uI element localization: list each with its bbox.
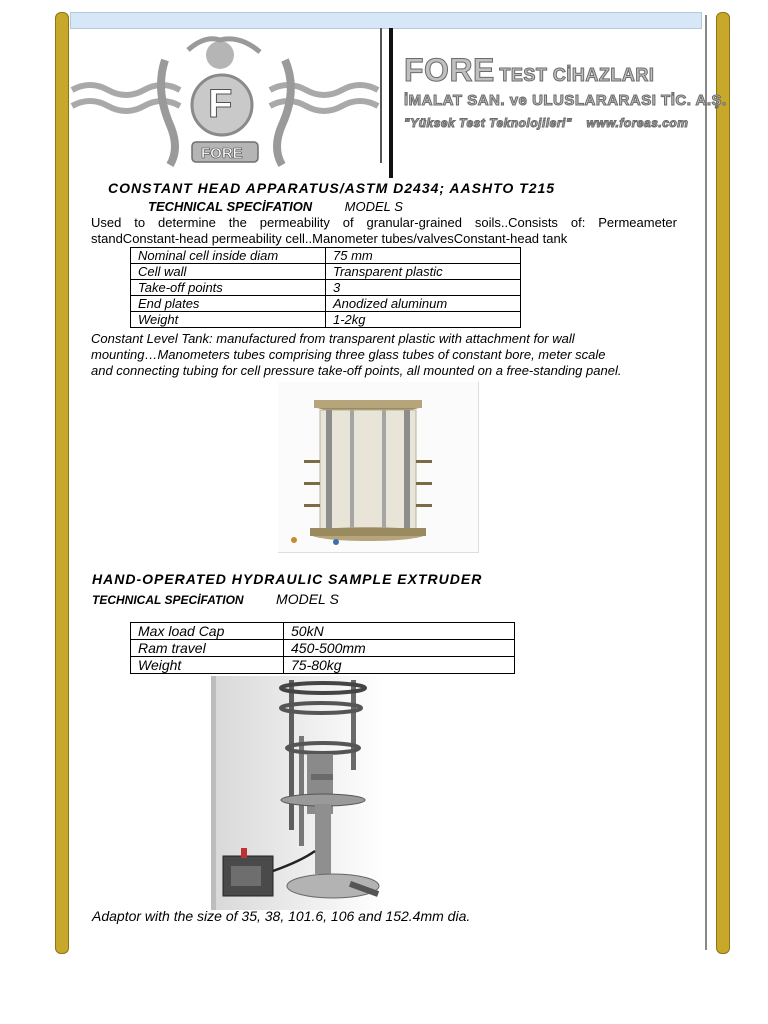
- section1-description-line1: Used to determine the permeability of granular-grained soils..Consists of: Permeameter: [91, 215, 677, 230]
- spec-value: 450-500mm: [284, 640, 515, 657]
- table-row: [131, 248, 521, 264]
- section2-model: MODEL S: [276, 591, 339, 607]
- table-row: [131, 640, 515, 657]
- header-divider-thin: [380, 28, 382, 163]
- extruder-photo: [211, 676, 384, 910]
- spec-name: End plates: [131, 296, 326, 312]
- section1-spec-label: TECHNICAL SPECİFATION: [148, 199, 313, 214]
- top-band: [70, 12, 702, 29]
- spec-value: 1-2kg: [326, 312, 521, 328]
- header-divider: [389, 28, 393, 178]
- spec-value: Transparent plastic: [326, 264, 521, 280]
- adaptor-note: Adaptor with the size of 35, 38, 101.6, 106 and 152.4mm dia.: [92, 908, 471, 924]
- section1-note: [91, 331, 691, 379]
- spec-value: 50kN: [284, 623, 515, 640]
- website-link[interactable]: www.foreas.com: [586, 116, 689, 130]
- table-row: [131, 657, 515, 674]
- spec-value: 75-80kg: [284, 657, 515, 674]
- spec-value: Anodized aluminum: [326, 296, 521, 312]
- section1-note-line2: mounting…Manometers tubes comprising three glass tubes of constant bore, meter scale: [91, 347, 606, 362]
- section1-spec-table: [130, 247, 521, 328]
- table-row: [131, 623, 515, 640]
- section2-spec-table: [130, 622, 515, 674]
- spec-name: Take-off points: [131, 280, 326, 296]
- slogan-line: [404, 114, 688, 132]
- table-row: [131, 280, 521, 296]
- section1-note-line1: Constant Level Tank: manufactured from transparent plastic with attachment for wall: [91, 331, 575, 346]
- brand-name: FORE: [404, 52, 495, 88]
- table-row: [131, 296, 521, 312]
- section1-title: CONSTANT HEAD APPARATUS/ASTM D2434; AASHTO T215: [108, 180, 556, 196]
- table-row: [131, 312, 521, 328]
- spec-name: Weight: [131, 657, 284, 674]
- section2-title: HAND-OPERATED HYDRAULIC SAMPLE EXTRUDER: [92, 571, 483, 587]
- spec-name: Max load Cap: [131, 623, 284, 640]
- company-line: İMALAT SAN. ve ULUSLARARASI TİC. A.Ş.: [404, 92, 727, 109]
- company-logo: [70, 30, 380, 170]
- section2-spec-label: TECHNICAL SPECİFATION: [92, 593, 244, 607]
- left-frame-bar: [55, 12, 69, 954]
- spec-name: Nominal cell inside diam: [131, 248, 326, 264]
- logo-letter: F: [208, 82, 233, 126]
- spec-value: 3: [326, 280, 521, 296]
- section1-note-line3: and connecting tubing for cell pressure take-off points, all mounted on a free-standing panel.: [91, 363, 622, 378]
- extruder-image: [211, 676, 384, 910]
- section1-description: [91, 215, 677, 247]
- table-row: [131, 264, 521, 280]
- logo-text: FORE: [201, 145, 243, 162]
- section1-description-line2: standConstant-head permeability cell..Manometer tubes/valvesConstant-head tank: [91, 231, 568, 246]
- section2-spec-heading: [92, 591, 339, 609]
- right-frame-bar: [716, 12, 730, 954]
- spec-value: 75 mm: [326, 248, 521, 264]
- spec-name: Cell wall: [131, 264, 326, 280]
- permeameter-photo: [278, 382, 479, 553]
- slogan: "Yüksek Test Teknolojileri": [404, 116, 573, 130]
- spec-name: Ram travel: [131, 640, 284, 657]
- section1-model: MODEL S: [344, 199, 403, 214]
- permeameter-image: [278, 382, 478, 552]
- right-grey-rule: [705, 15, 707, 950]
- brand-suffix: TEST CİHAZLARI: [499, 65, 655, 85]
- section1-spec-heading: [148, 198, 403, 216]
- spec-name: Weight: [131, 312, 326, 328]
- brand-heading: [404, 52, 704, 89]
